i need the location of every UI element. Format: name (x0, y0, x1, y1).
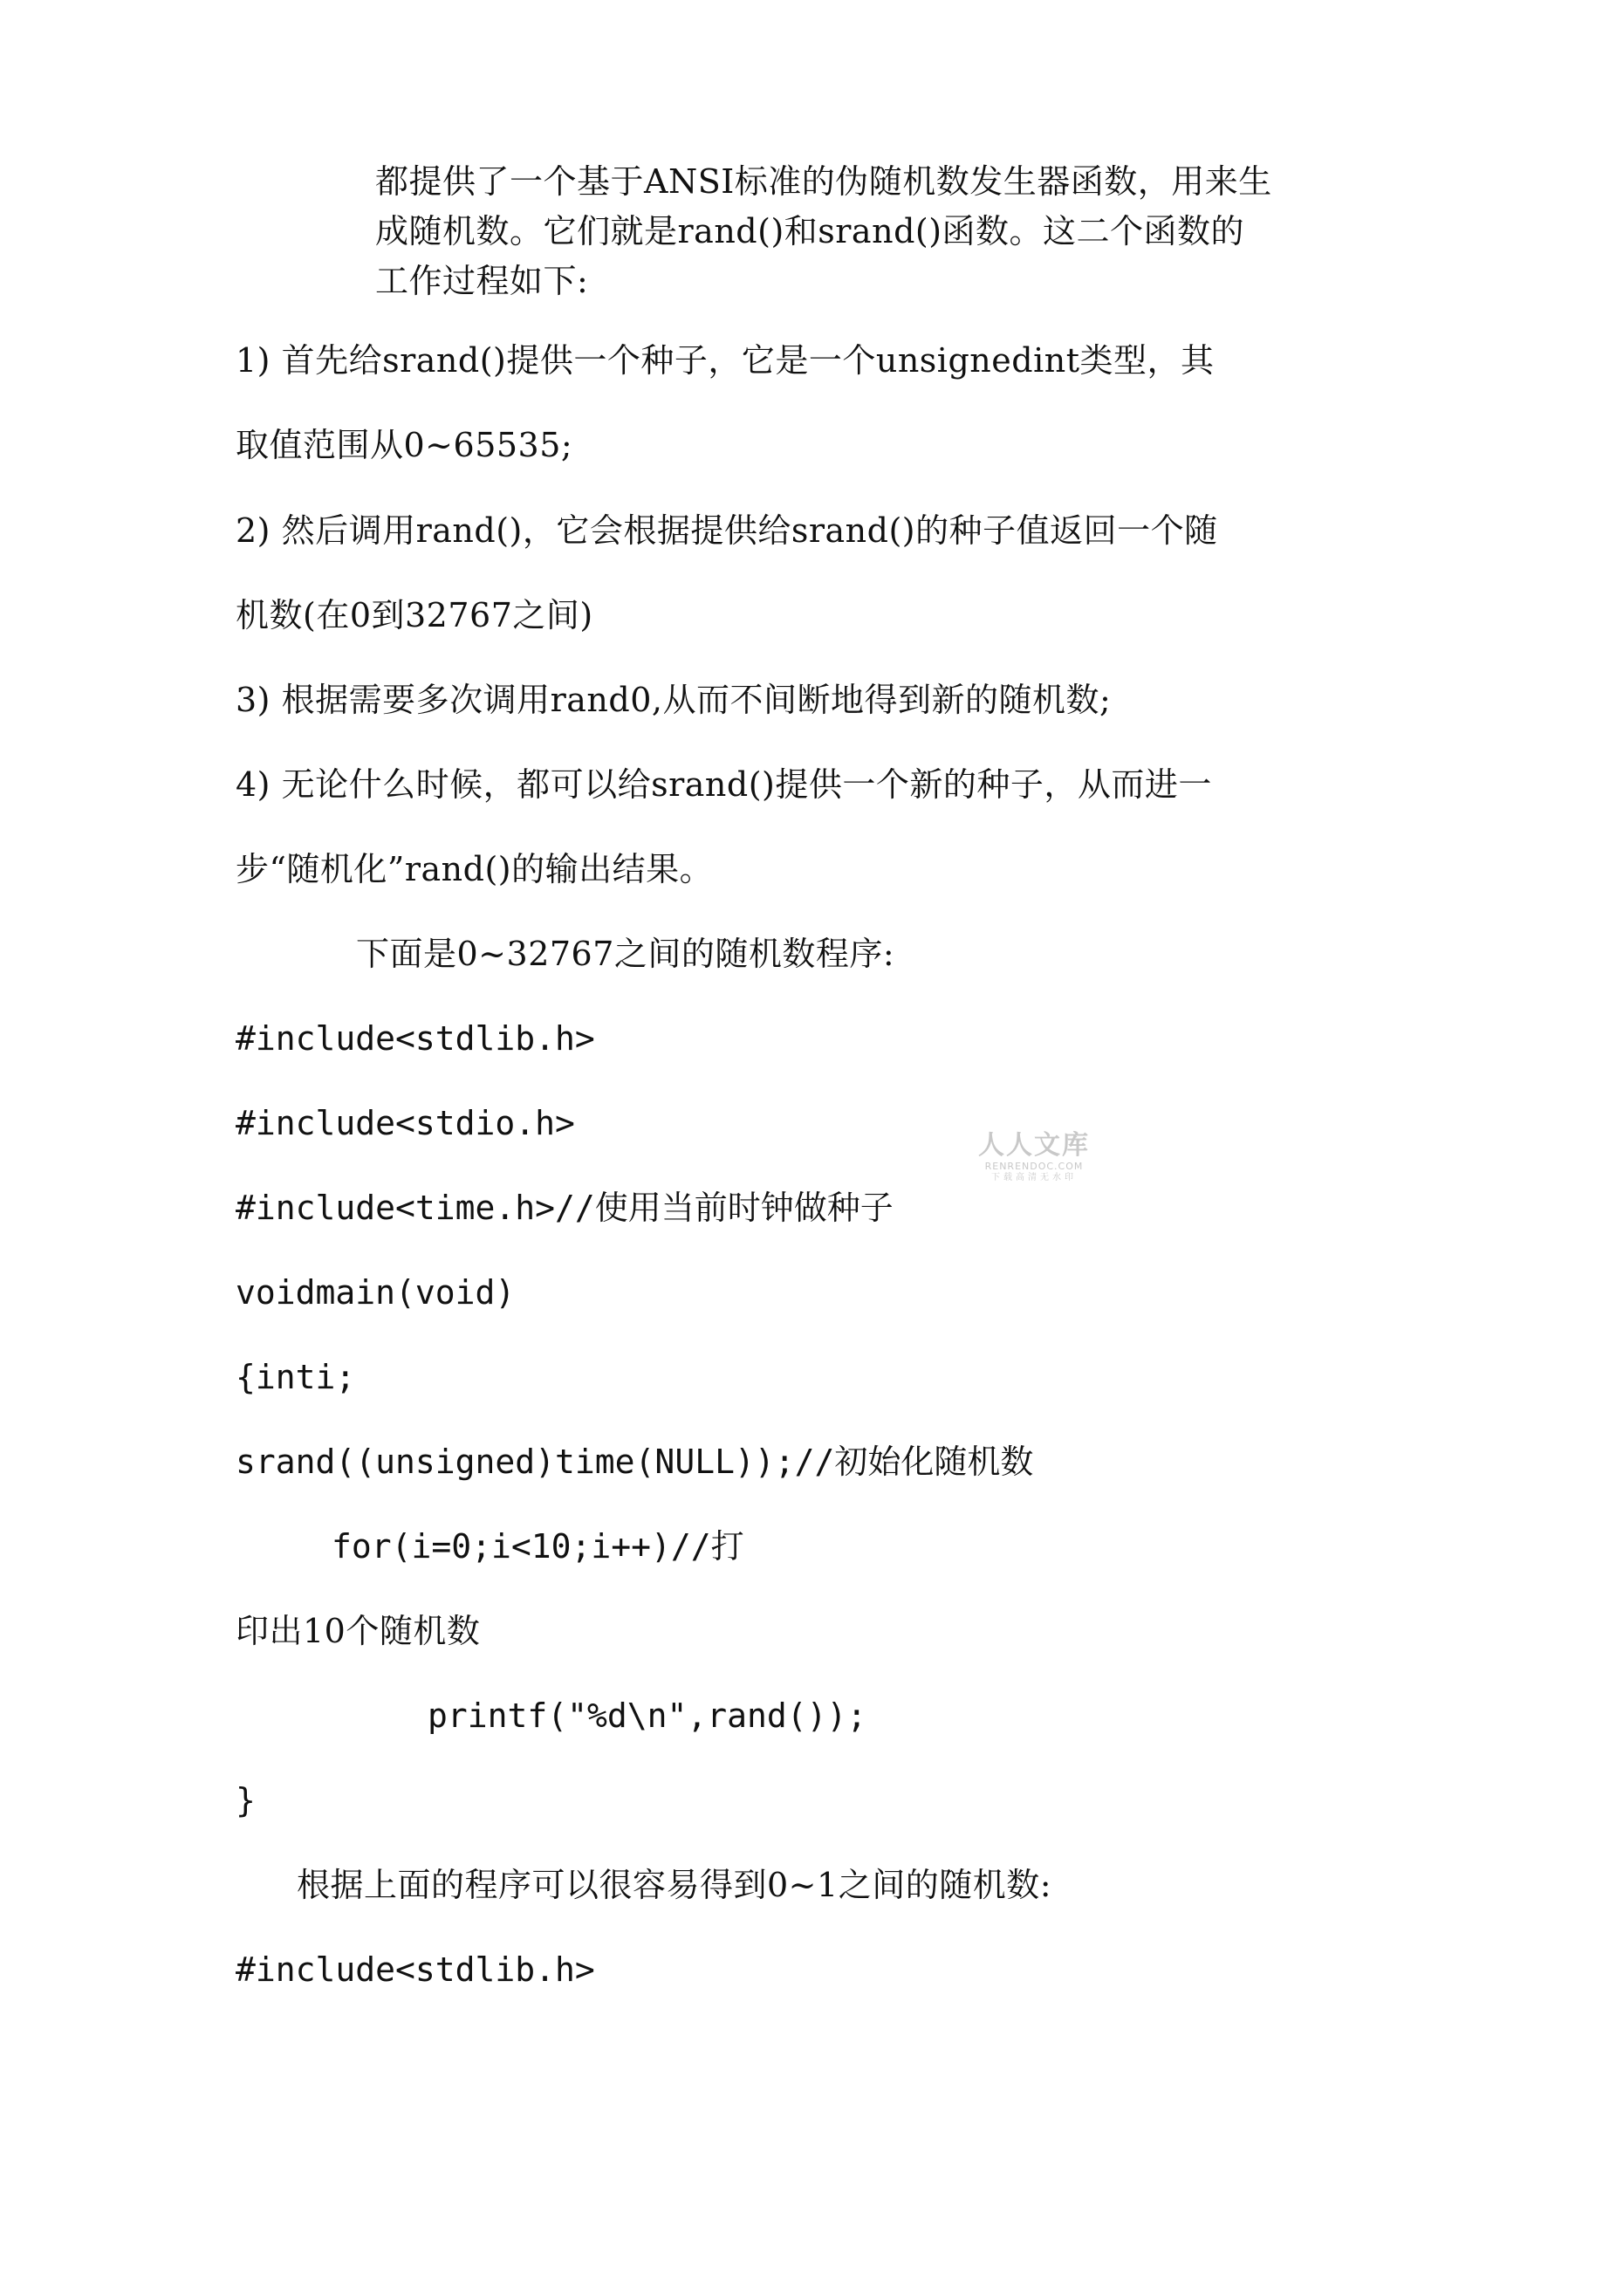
code-line-6: srand((unsigned)time(NULL));//初始化随机数 (236, 1443, 1034, 1481)
code-line-3: #include<time.h>//使用当前时钟做种子 (236, 1189, 894, 1227)
program-heading: 下面是0~32767之间的随机数程序: (356, 935, 895, 973)
watermark-title: 人人文库 (978, 1130, 1090, 1161)
code-line-9: printf("%d\n",rand()); (428, 1696, 867, 1735)
code-line-2: #include<stdio.h> (236, 1104, 575, 1142)
intro-line-1: 都提供了一个基于ANSI标准的伪随机数发生器函数，用来生 (375, 162, 1272, 201)
step-3: 3) 根据需要多次调用rand0,从而不间断地得到新的随机数; (236, 681, 1112, 719)
code-line-5: {inti; (236, 1358, 356, 1396)
second-heading: 根据上面的程序可以很容易得到0~1之间的随机数: (297, 1866, 1051, 1904)
step-4-line-1: 4) 无论什么时候，都可以给srand()提供一个新的种子，从而进一 (236, 765, 1212, 804)
step-2-line-1: 2) 然后调用rand()，它会根据提供给srand()的种子值返回一个随 (236, 511, 1218, 550)
step-1-line-2: 取值范围从0~65535; (236, 426, 573, 464)
step-4-line-2: 步“随机化”rand()的输出结果。 (236, 850, 714, 888)
watermark-tagline: 下载高清无水印 (991, 1173, 1077, 1182)
step-1-line-1: 1) 首先给srand()提供一个种子，它是一个unsignedint类型，其 (236, 341, 1215, 380)
code2-line-1: #include<stdlib.h> (236, 1950, 595, 1989)
code-line-8: 印出10个随机数 (236, 1612, 481, 1650)
watermark-logo (969, 1131, 1099, 1183)
watermark-domain: RENRENDOC.COM (984, 1161, 1084, 1172)
step-2-line-2: 机数(在0到32767之间) (236, 596, 593, 634)
code-line-4: voidmain(void) (236, 1273, 516, 1312)
code-line-10: } (236, 1781, 256, 1820)
intro-line-2: 成随机数。它们就是rand()和srand()函数。这二个函数的 (375, 212, 1245, 250)
intro-line-3: 工作过程如下: (375, 262, 589, 300)
code-line-7: for(i=0;i<10;i++)//打 (332, 1527, 744, 1566)
code-line-1: #include<stdlib.h> (236, 1019, 595, 1058)
